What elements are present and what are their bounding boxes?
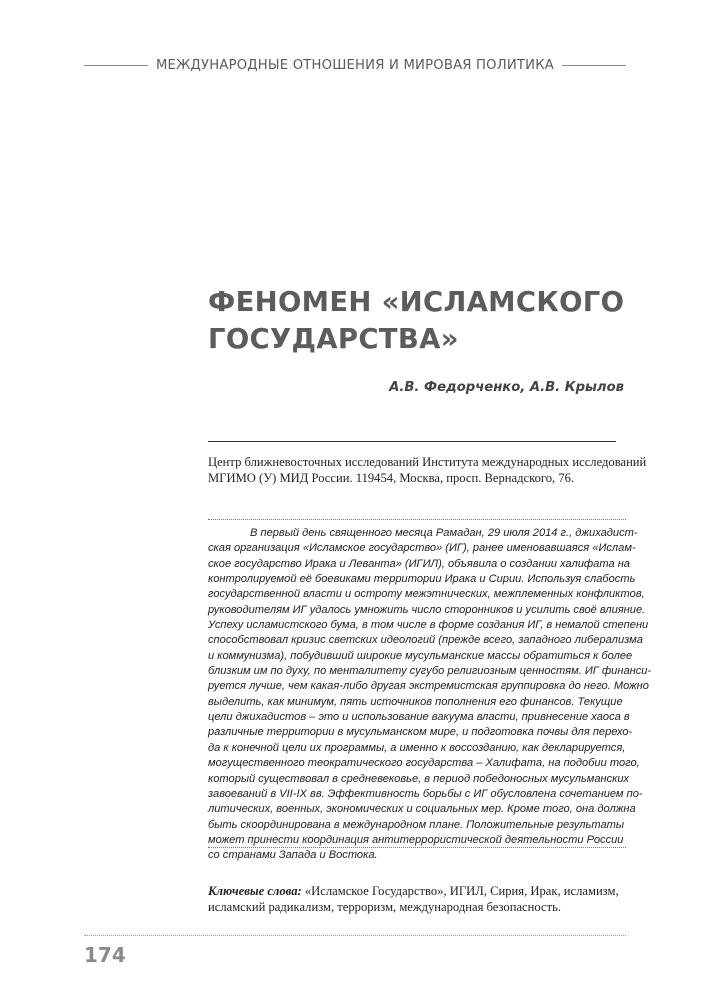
abstract-line: и коммунизма), побудивший широкие мусульманские массы обратиться к более [208,649,633,662]
header-rule-left [84,65,148,66]
abstract-line: могущественного теократического государства – Халифата, на подобии того, [208,757,640,770]
abstract-line: ская организация «Исламское государство» (ИГ), ранее именовавшаяся «Ислам- [208,542,636,555]
section-header [84,58,626,73]
abstract-line: контролируемой её боевиками территории Ирака и Сирии. Используя слабость [208,573,636,586]
abstract-line: способствовал кризис светских идеологий (прежде всего, западного либерализма [208,634,643,647]
keywords-text: «Исламское Государство», ИГИЛ, Сирия, Ирак, исламизм, [301,884,619,898]
affiliation-line: Центр ближневосточных исследований Института международных исследований [208,455,647,469]
abstract-top-divider [208,519,626,520]
abstract-line: руководителям ИГ удалось умножить число сторонников и усилить своё влияние. [208,603,646,616]
keywords-line: исламский радикализм, терроризм, международная безопасность. [208,899,561,914]
abstract-line: ское государство Ирака и Леванта» (ИГИЛ), объявила о создании халифата на [208,557,630,570]
abstract-line: Успеху исламистского бума, в том числе в форме создания ИГ, в немалой степени [208,619,649,632]
affiliation [208,455,647,486]
abstract-line: выделить, как минимум, пять источников пополнения его финансов. Текущие [208,695,623,708]
abstract-line: может принести координация антитеррористической деятельности России [208,833,624,846]
abstract-line: завоеваний в VII-IX вв. Эффективность борьбы с ИГ обусловлена сочетанием по- [208,787,643,800]
keywords [208,884,628,915]
keywords-label: Ключевые слова: [208,884,302,898]
abstract-line: различные территории в мусульманском мире, и подготовка почвы для перехо- [208,726,633,739]
abstract-line: да к конечной цели их программы, а именно к воссозданию, как декларируется, [208,741,626,754]
affiliation-divider [208,441,616,442]
abstract-line: близким им по духу, по менталитету сугубо религиозным ценностям. ИГ финанси- [208,665,652,678]
abstract-bottom-divider [208,847,626,848]
header-rule-right [562,65,626,66]
footer-divider [84,935,626,936]
abstract-line: государственной власти и остроту межэтнических, межплеменных конфликтов, [208,588,645,601]
authors: А.В. Федорченко, А.В. Крылов [389,380,624,395]
abstract-line: который существовал в средневековье, в период победоносных мусульманских [208,772,630,785]
abstract-line: со странами Запада и Востока. [208,849,378,862]
keywords-line [208,884,628,900]
affiliation-line: МГИМО (У) МИД России. 119454, Москва, просп. Вернадского, 76. [208,470,575,485]
abstract-line: цели джихадистов – это и использование вакуума власти, привнесение хаоса в [208,711,630,724]
section-title: МЕЖДУНАРОДНЫЕ ОТНОШЕНИЯ И МИРОВАЯ ПОЛИТИКА [155,58,555,73]
page-number: 174 [84,943,126,967]
abstract-line: литических, военных, экономических и социальных мер. Кроме того, она должна [208,803,636,816]
abstract-line: руется лучше, чем какая-либо другая экстремистская группировка до него. Можно [208,680,649,693]
article-title [208,284,628,358]
title-line: ФЕНОМЕН «ИСЛАМСКОГО [208,286,625,318]
abstract-line: быть скоординирована в международном плане. Положительные результаты [208,818,625,831]
title-line: ГОСУДАРСТВА» [208,323,459,355]
abstract-line: В первый день священного месяца Рамадан, 29 июля 2014 г., джихадист- [250,527,638,539]
abstract [208,526,652,864]
